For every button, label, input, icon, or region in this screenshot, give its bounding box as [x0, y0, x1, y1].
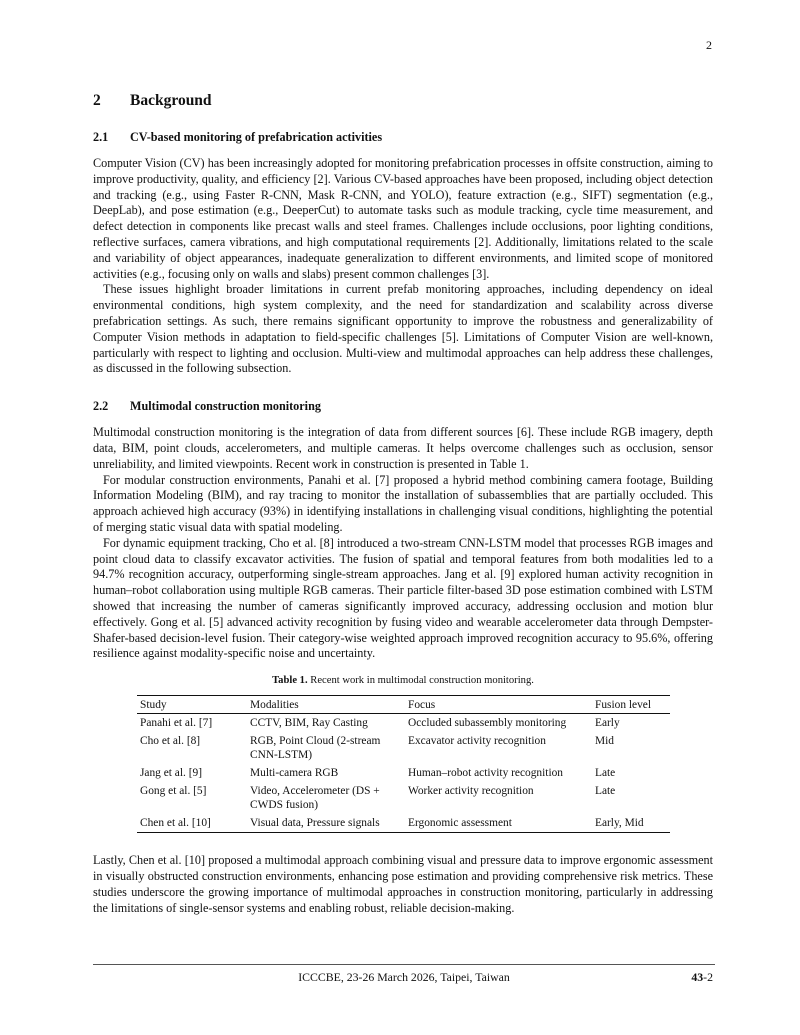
- table-header: Fusion level: [592, 696, 670, 714]
- table-cell: Gong et al. [5]: [140, 785, 207, 798]
- table-cell: Multi-camera RGB: [250, 767, 339, 780]
- subsection-number: 2.2: [93, 399, 109, 414]
- table-header: Focus: [405, 696, 592, 714]
- table-cell: Mid: [595, 735, 614, 748]
- table-caption-text: Recent work in multimodal construction monitoring.: [307, 675, 534, 687]
- table-cell: Early: [595, 717, 620, 730]
- table-row: [137, 714, 670, 733]
- footer-paper-number: 43: [691, 970, 704, 984]
- table-header: Study: [137, 696, 247, 714]
- footer-page-number: [691, 970, 713, 985]
- table-cell: Late: [595, 785, 616, 798]
- table-cell: Chen et al. [10]: [140, 817, 211, 830]
- footer-conference: ICCCBE, 23-26 March 2026, Taipei, Taiwan: [298, 970, 510, 984]
- subsection-number: 2.1: [93, 130, 109, 144]
- table-cell: Occluded subassembly monitoring: [408, 717, 567, 730]
- table-cell: Late: [595, 767, 616, 780]
- section-number: 2: [93, 92, 101, 109]
- table-cell: Excavator activity recognition: [408, 735, 546, 748]
- results-table: [137, 695, 670, 833]
- table-cell: Video, Accelerometer (DS + CWDS fusion): [250, 785, 380, 812]
- section-heading: [93, 92, 713, 110]
- subsection-title: Multimodal construction monitoring: [130, 399, 321, 414]
- subsection-heading-2-1: [93, 130, 713, 145]
- table-cell: Ergonomic assessment: [408, 817, 512, 830]
- table-row: [137, 764, 670, 782]
- footer-divider: [93, 964, 715, 965]
- footer-page-suffix: -2: [703, 970, 713, 984]
- table-caption: [93, 675, 713, 686]
- subsection-heading-2-2: [93, 399, 713, 414]
- paragraph: Computer Vision (CV) has been increasingly adopted for monitoring prefabrication processes in offsite construction, aiming to improve productivity, quality, and efficiency [2]. Various CV-based approaches have been proposed, including object detection and tracking (e.g., using Faster R-CNN, Mask R-CNN, and YOLO), feature extraction (e.g., SIFT) segmentation (e.g., DeepLab), and pose estimation (e.g., DeeperCut) to automate tasks such as module tracking, cycle time measurement, and defect detection in components like precast walls and steel frames. Challenges include occlusions, poor lighting conditions, reflective surfaces, camera vibrations, and high computational requirements [2]. Additionally, limitations related to the scale and variability of object appearances, inadequate generalization to different environments, and limited scope of monitored activities (e.g., focusing only on walls and slabs) present common challenges [3].: [93, 156, 713, 281]
- table-cell: Visual data, Pressure signals: [250, 817, 380, 830]
- table-cell: Jang et al. [9]: [140, 767, 202, 780]
- table-header-row: [137, 696, 670, 714]
- page-number: 2: [706, 38, 712, 52]
- page-content: [93, 92, 713, 916]
- paragraph: Lastly, Chen et al. [10] proposed a multimodal approach combining visual and pressure data to improve ergonomic assessment in visually obstructed construction environments, enhancing pose estimation and providing comprehensive risk metrics. These studies underscore the growing importance of multimodal approaches in construction monitoring, particularly in addressing the limitations of single-sensor systems and enabling robust, reliable decision-making.: [93, 853, 713, 915]
- section-title: Background: [130, 92, 212, 109]
- table-cell: Worker activity recognition: [408, 785, 534, 798]
- paragraph: Multimodal construction monitoring is the integration of data from different sources [6]. These include RGB imagery, depth data, BIM, point clouds, accelerometers, and multiple cameras. It helps overcome challenges such as occlusion, sensor unreliability, and limited viewpoints. Recent work in construction is presented in Table 1.: [93, 425, 713, 471]
- table-cell: CCTV, BIM, Ray Casting: [250, 717, 368, 730]
- table-row: [137, 814, 670, 833]
- paragraph: For dynamic equipment tracking, Cho et al. [8] introduced a two-stream CNN-LSTM model that processes RGB images and point cloud data to classify excavator activities. The fusion of spatial and temporal features from both modalities led to a 94.7% recognition accuracy, outperforming single-stream approaches. Jang et al. [9] explored human activity recognition in human–robot collaboration using multiple RGB cameras. Their particle filter-based 3D pose estimation combined with LSTM showed that increasing the number of cameras significantly improved accuracy, addressing occlusion and motion blur effectively. Gong et al. [5] advanced activity recognition by fusing video and wearable accelerometer data through Dempster-Shafer-based decision-level fusion. Their category-wise weighted approach improved recognition accuracy to 95.6%, offering resilience against modality-specific noise and uncertainty.: [93, 535, 713, 661]
- table-cell: RGB, Point Cloud (2-stream CNN-LSTM): [250, 735, 381, 762]
- table-cell: Early, Mid: [595, 817, 644, 830]
- table-cell: Panahi et al. [7]: [140, 717, 213, 730]
- table-cell: Human–robot activity recognition: [408, 767, 564, 780]
- table-row: [137, 782, 670, 814]
- paragraph: For modular construction environments, Panahi et al. [7] proposed a hybrid method combining camera footage, Building Information Modeling (BIM), and ray tracing to monitor the installation of subassemblies that are partially occluded. This approach achieved high accuracy (93%) in identifying installations in challenging visual conditions, highlighting the potential of merging static visual data with spatial modeling.: [93, 472, 713, 534]
- subsection-title: CV-based monitoring of prefabrication activities: [130, 130, 383, 144]
- table-row: [137, 732, 670, 764]
- table-caption-label: Table 1.: [272, 675, 308, 687]
- table-cell: Cho et al. [8]: [140, 735, 201, 748]
- table-header: Modalities: [247, 696, 405, 714]
- paragraph: These issues highlight broader limitations in current prefab monitoring approaches, including dependency on ideal environmental conditions, high system complexity, and the need for standardization and scalability across diverse prefabrication settings. As such, there remains significant opportunity to improve the robustness and generalizability of Computer Vision methods in adaptation to field-specific challenges [5]. Limitations of Computer Vision are well-known, particularly with respect to lighting and occlusion. Multi-view and multimodal approaches can help address these challenges, as discussed in the following subsection.: [93, 282, 713, 376]
